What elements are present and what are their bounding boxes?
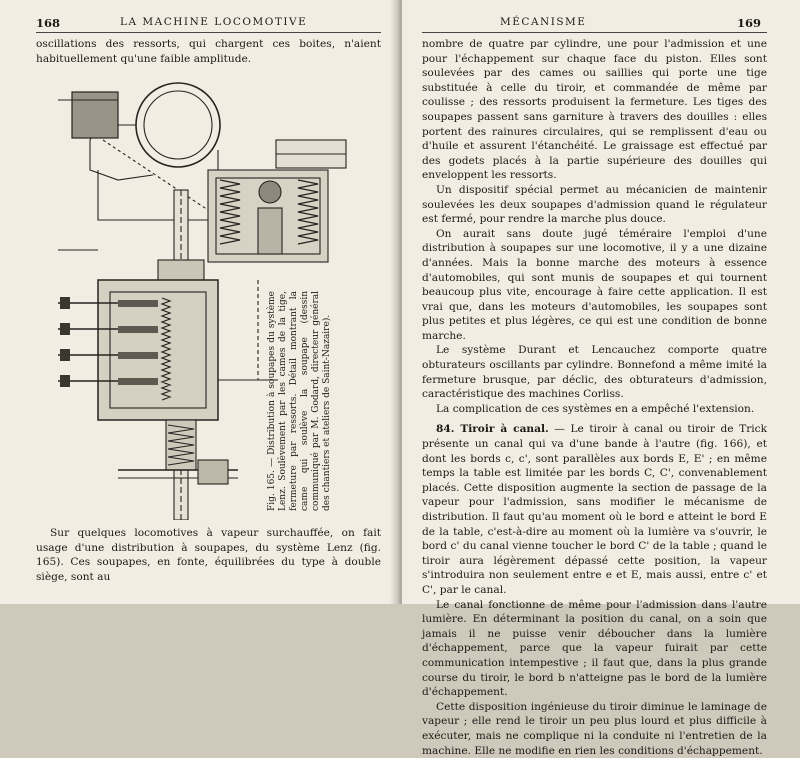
left-bottom-text (36, 526, 381, 584)
right-paragraph-5: La complication de ces systèmes en a empêché l'extension. (436, 402, 755, 415)
right-paragraph-2: Un dispositif spécial permet au mécanicien de maintenir soulevées les deux soupapes d'admission quand le régulateur est fermé, pour rendre la marche plus douce. (422, 183, 767, 226)
section-heading: 84. Tiroir à canal. (436, 423, 549, 436)
right-running-head: MÉCANISME (500, 16, 587, 28)
left-bottom-paragraph: Sur quelques locomotives à vapeur surchauffée, on fait usage d'une distribution à soupapes, du système Lenz (fig. 165). Ces soupapes, en fonte, équilibrées du type à double siège, sont au (36, 527, 381, 583)
right-page (402, 0, 800, 757)
right-paragraph-1: nombre de quatre par cylindre, une pour l'admission et une pour l'échappement sur chaque face du piston. Elles sont soulevées par des cames ou saillies qui porte une tige substituée à celle du tiroir, et commandée de même par coulisse ; des ressorts produisent la fermeture. Les tiges des soupapes passent sans garniture à travers des douilles : elles portent des rainures circulaires, qui se remplissent d'eau ou d'huile et assurent l'étanchéité. Le graissage est effectué par des godets placés à la partie supérieure des douilles qui enveloppent les ressorts. (422, 38, 767, 182)
left-header-rule (36, 32, 381, 33)
section-paragraph-3: Cette disposition ingénieuse du tiroir diminue le laminage de vapeur ; elle rend le tiroir un peu plus lourd et plus difficile à exécuter, mais ne complique ni la conduite ni l'entretien de la machine. Elle ne modifie en rien les conditions d'échappement. (422, 700, 767, 757)
right-header-rule (422, 32, 767, 33)
figure-caption-box (267, 291, 332, 511)
left-top-paragraph: oscillations des ressorts, qui chargent ces boites, n'aient habituellement qu'une faible amplitude. (36, 38, 381, 65)
right-page-number: 169 (737, 16, 762, 30)
figure-caption: Fig. 165. — Distribution à soupapes du système Lenz. Soulèvement par les cames de la tige, fermeture par ressorts. Détail montrant la came qui soulève la soupape (dessin communiqué par M. Godard, directeur général des chantiers et ateliers de Saint-Nazaire). (267, 291, 332, 511)
left-page-number: 168 (36, 16, 61, 30)
section-paragraph-1: — Le tiroir à canal ou tiroir de Trick présente un canal qui va d'une bande à l'autre (fig. 166), et dont les bords c, c', sont parallèles aux bords E, E' ; en même temps la table est limitée par les bords C, C', convenablement placés. Cette disposition augmente la section de passage de la vapeur pour l'admission, sans modifier le mécanisme de distribution. Il faut qu'au moment où le bord e atteint le bord E de la table, c'est-à-dire au moment où la lumière va s'ouvrir, le bord c' du canal vienne toucher le bord C' de la table ; quand le tiroir aura légèrement dépassé cette position, la vapeur s'introduira non seulement entre e et E, mais aussi, entre c' et C', par le canal. (422, 423, 767, 596)
left-top-text (36, 37, 381, 66)
right-paragraph-4: Le système Durant et Lencauchez comporte quatre obturateurs oscillants par cylindre. Bonnefond a même imité la fermeture brusque, par déclic, des obturateurs d'admission, caractéristique des machines Corliss. (422, 344, 767, 401)
left-running-head: LA MACHINE LOCOMOTIVE (120, 16, 308, 28)
section-paragraph-2: Le canal fonctionne de même pour l'admission dans l'autre lumière. En déterminant la position du canal, on a soin que jamais il ne puisse venir déboucher dans la lumière d'échappement, parce que la vapeur fuirait par cette communication intempestive ; il faut que, dans la plus grande course du tiroir, le bord b n'atteigne pas le bord de la lumière d'échappement. (422, 598, 767, 699)
left-page (0, 0, 398, 604)
right-paragraph-3: On aurait sans doute jugé téméraire l'emploi d'une distribution à soupapes sur une locomotive, il y a une dizaine d'années. Mais la bonne marche des moteurs à essence d'automobiles, qui sont munis de soupapes et qui tournent beaucoup plus vite, encourage à faire cette application. Il est vrai que, dans les moteurs d'automobiles, les soupapes sont plus petites et plus légères, ce qui est une condition de bonne marche. (422, 227, 767, 342)
section-84 (422, 422, 767, 597)
right-body-text (422, 37, 767, 758)
